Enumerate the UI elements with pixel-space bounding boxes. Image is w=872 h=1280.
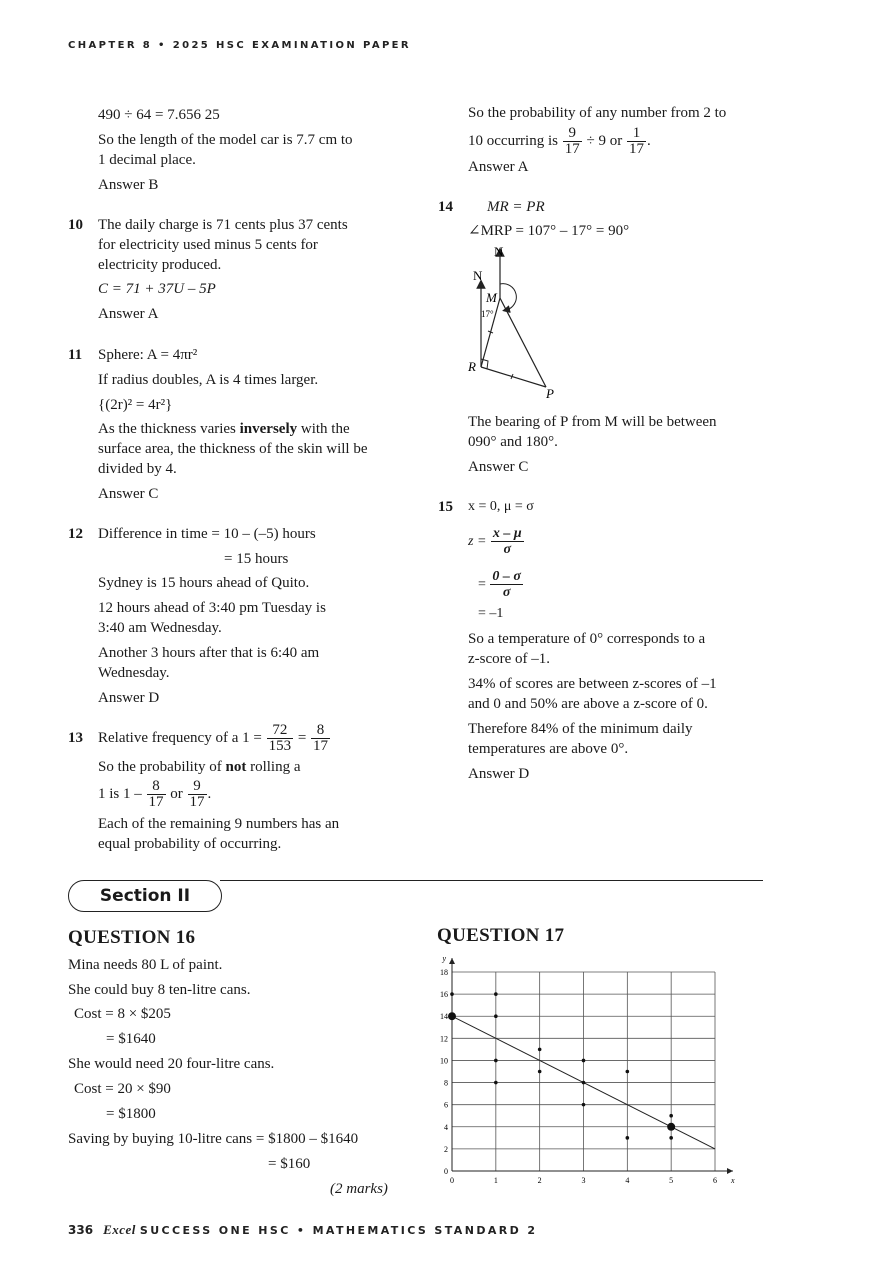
bearing-diagram — [460, 240, 570, 402]
question-number: 13 — [68, 730, 83, 746]
q16-text: = $1800 — [106, 1106, 156, 1122]
q12-text: 12 hours ahead of 3:40 pm Tuesday is — [98, 600, 326, 616]
book-title: SUCCESS ONE HSC • MATHEMATICS STANDARD 2 — [139, 1224, 538, 1237]
q12-text: 3:40 am Wednesday. — [98, 620, 222, 636]
data-point — [582, 1059, 586, 1063]
q13-answer: Answer A — [468, 159, 529, 175]
brand-logo: Excel — [103, 1222, 136, 1237]
data-point — [494, 1081, 498, 1085]
q12-answer: Answer D — [98, 690, 160, 706]
q14-text: The bearing of P from M will be between — [468, 414, 717, 430]
x-tick-label: 4 — [625, 1176, 630, 1185]
q16-text: Mina needs 80 L of paint. — [68, 957, 223, 973]
q10-answer: Answer A — [98, 306, 159, 322]
y-tick-label: 18 — [440, 968, 448, 977]
y-tick-label: 8 — [444, 1078, 448, 1088]
data-point — [494, 1014, 498, 1018]
q11-formula: {(2r)² = 4r²} — [98, 397, 173, 413]
y-tick-label: 4 — [444, 1122, 448, 1132]
q15-formula: = $\frac{0 - \sigma}{\sigma}$ — [478, 569, 521, 601]
q15-text: temperatures are above 0°. — [468, 741, 629, 757]
page-number: 336 — [68, 1223, 94, 1237]
point-r-label: R — [468, 359, 476, 374]
page-footer — [68, 1222, 537, 1238]
y-tick-label: 16 — [440, 990, 448, 1000]
question-title: QUESTION 17 — [437, 925, 565, 946]
question-number: 10 — [68, 217, 83, 233]
y-tick-label: 10 — [440, 1056, 448, 1066]
data-point — [626, 1070, 630, 1074]
y-axis-arrow — [449, 958, 455, 964]
q12-text: Sydney is 15 hours ahead of Quito. — [98, 575, 310, 591]
q9-calc: 490 ÷ 64 = 7.656 25 — [98, 107, 220, 123]
q16-text: Saving by buying 10-litre cans = $1800 – $1640 — [68, 1131, 359, 1147]
y-tick-label: 2 — [444, 1144, 448, 1154]
q9-text: So the length of the model car is 7.7 cm to — [98, 132, 353, 148]
q13-probability: 10 occurring is $\frac{9}{17}$ ÷ 9 or $\frac{1}{17}$ . — [468, 125, 651, 158]
q10-text: The daily charge is 71 cents plus 37 cents — [98, 217, 348, 233]
q11-answer: Answer C — [98, 486, 159, 502]
q10-text: electricity produced. — [98, 257, 222, 273]
q13-text: So the probability of any number from 2 to — [468, 105, 727, 121]
q11-text: As the thickness varies inversely with the — [98, 421, 350, 437]
q15-text: z-score of –1. — [468, 651, 551, 667]
x-tick-label: 5 — [669, 1176, 674, 1185]
q16-text: Cost = 8 × $205 — [74, 1006, 171, 1022]
q16-text: = $160 — [268, 1156, 311, 1172]
data-point — [626, 1136, 630, 1140]
q12-text: Another 3 hours after that is 6:40 am — [98, 645, 320, 661]
q11-text: Sphere: A = 4πr² — [98, 347, 198, 363]
data-point — [538, 1070, 542, 1074]
north-label: N — [473, 268, 483, 283]
q12-text: Difference in time = 10 – (–5) hours — [98, 526, 316, 542]
q14-text: MR = PR — [487, 199, 545, 215]
q13-text: equal probability of occurring. — [98, 836, 282, 852]
q16-text: = $1640 — [106, 1031, 156, 1047]
point-p-label: P — [546, 386, 554, 401]
chapter-header: CHAPTER 8 • 2025 HSC EXAMINATION PAPER — [68, 40, 412, 51]
data-point — [669, 1114, 673, 1118]
q15-answer: Answer D — [468, 766, 530, 782]
y-tick-label: 0 — [444, 1167, 448, 1176]
x-axis-arrow — [727, 1168, 733, 1174]
data-point — [538, 1048, 542, 1052]
data-point — [669, 1136, 673, 1140]
north-label: N — [494, 244, 504, 259]
q13-text: So the probability of not rolling a — [98, 759, 301, 775]
point-m-label: M — [486, 290, 497, 305]
data-point — [582, 1081, 586, 1085]
q10-formula: C = 71 + 37U – 5P — [98, 281, 216, 297]
question-number: 12 — [68, 526, 83, 542]
q11-text: divided by 4. — [98, 461, 177, 477]
x-tick-label: 1 — [493, 1176, 498, 1185]
q13-text: Each of the remaining 9 numbers has an — [98, 816, 340, 832]
q15-text: So a temperature of 0° corresponds to a — [468, 631, 706, 647]
q16-text: She could buy 8 ten-litre cans. — [68, 982, 251, 998]
y-axis-label: y — [442, 954, 446, 963]
q15-formula: = –1 — [478, 606, 504, 621]
y-tick-label: 12 — [440, 1034, 448, 1044]
section-heading: Section II — [68, 880, 222, 912]
q14-text: 090° and 180°. — [468, 434, 558, 450]
q11-text: If radius doubles, A is 4 times larger. — [98, 372, 319, 388]
q15-text: x = 0, μ = σ — [468, 499, 534, 514]
y-tick-label: 14 — [440, 1012, 448, 1022]
data-point — [494, 1059, 498, 1063]
data-point — [450, 992, 454, 996]
q16-text: Cost = 20 × $90 — [74, 1081, 171, 1097]
q15-text: 34% of scores are between z-scores of –1 — [468, 676, 717, 692]
q12-text: = 15 hours — [224, 551, 289, 567]
x-axis-label: x — [731, 1176, 735, 1185]
q11-text: surface area, the thickness of the skin will be — [98, 441, 368, 457]
q9-text: 1 decimal place. — [98, 152, 196, 168]
q13-probability: 1 is 1 – $\frac{8}{17}$ or $\frac{9}{17}$ . — [98, 778, 212, 811]
data-point — [494, 992, 498, 996]
question-number: 14 — [438, 199, 453, 215]
q13-relative-frequency: Relative frequency of a 1 = $\frac{72}{153}$ = $\frac{8}{17}$ — [98, 722, 329, 755]
marks-label: (2 marks) — [330, 1181, 388, 1197]
scatter-chart — [430, 950, 742, 1190]
highlighted-point — [667, 1123, 675, 1131]
q9-answer: Answer B — [98, 177, 159, 193]
q15-text: Therefore 84% of the minimum daily — [468, 721, 693, 737]
q12-text: Wednesday. — [98, 665, 170, 681]
x-tick-label: 0 — [450, 1176, 454, 1185]
question-number: 15 — [438, 499, 453, 515]
question-title: QUESTION 16 — [68, 927, 196, 948]
q15-formula: z = $\frac{x - \mu}{\sigma}$ — [468, 526, 522, 558]
question-number: 11 — [68, 347, 83, 363]
q10-text: for electricity used minus 5 cents for — [98, 237, 318, 253]
q16-text: She would need 20 four-litre cans. — [68, 1056, 275, 1072]
q14-answer: Answer C — [468, 459, 529, 475]
q14-text: ∠MRP = 107° – 17° = 90° — [468, 223, 630, 239]
section-divider — [220, 880, 763, 881]
x-tick-label: 6 — [713, 1176, 717, 1185]
x-tick-label: 2 — [537, 1176, 542, 1185]
x-tick-label: 3 — [581, 1176, 586, 1185]
angle-label: 17° — [481, 309, 494, 319]
data-point — [582, 1103, 586, 1107]
highlighted-point — [448, 1012, 456, 1020]
q15-text: and 0 and 50% are above a z-score of 0. — [468, 696, 708, 712]
y-tick-label: 6 — [444, 1100, 448, 1110]
